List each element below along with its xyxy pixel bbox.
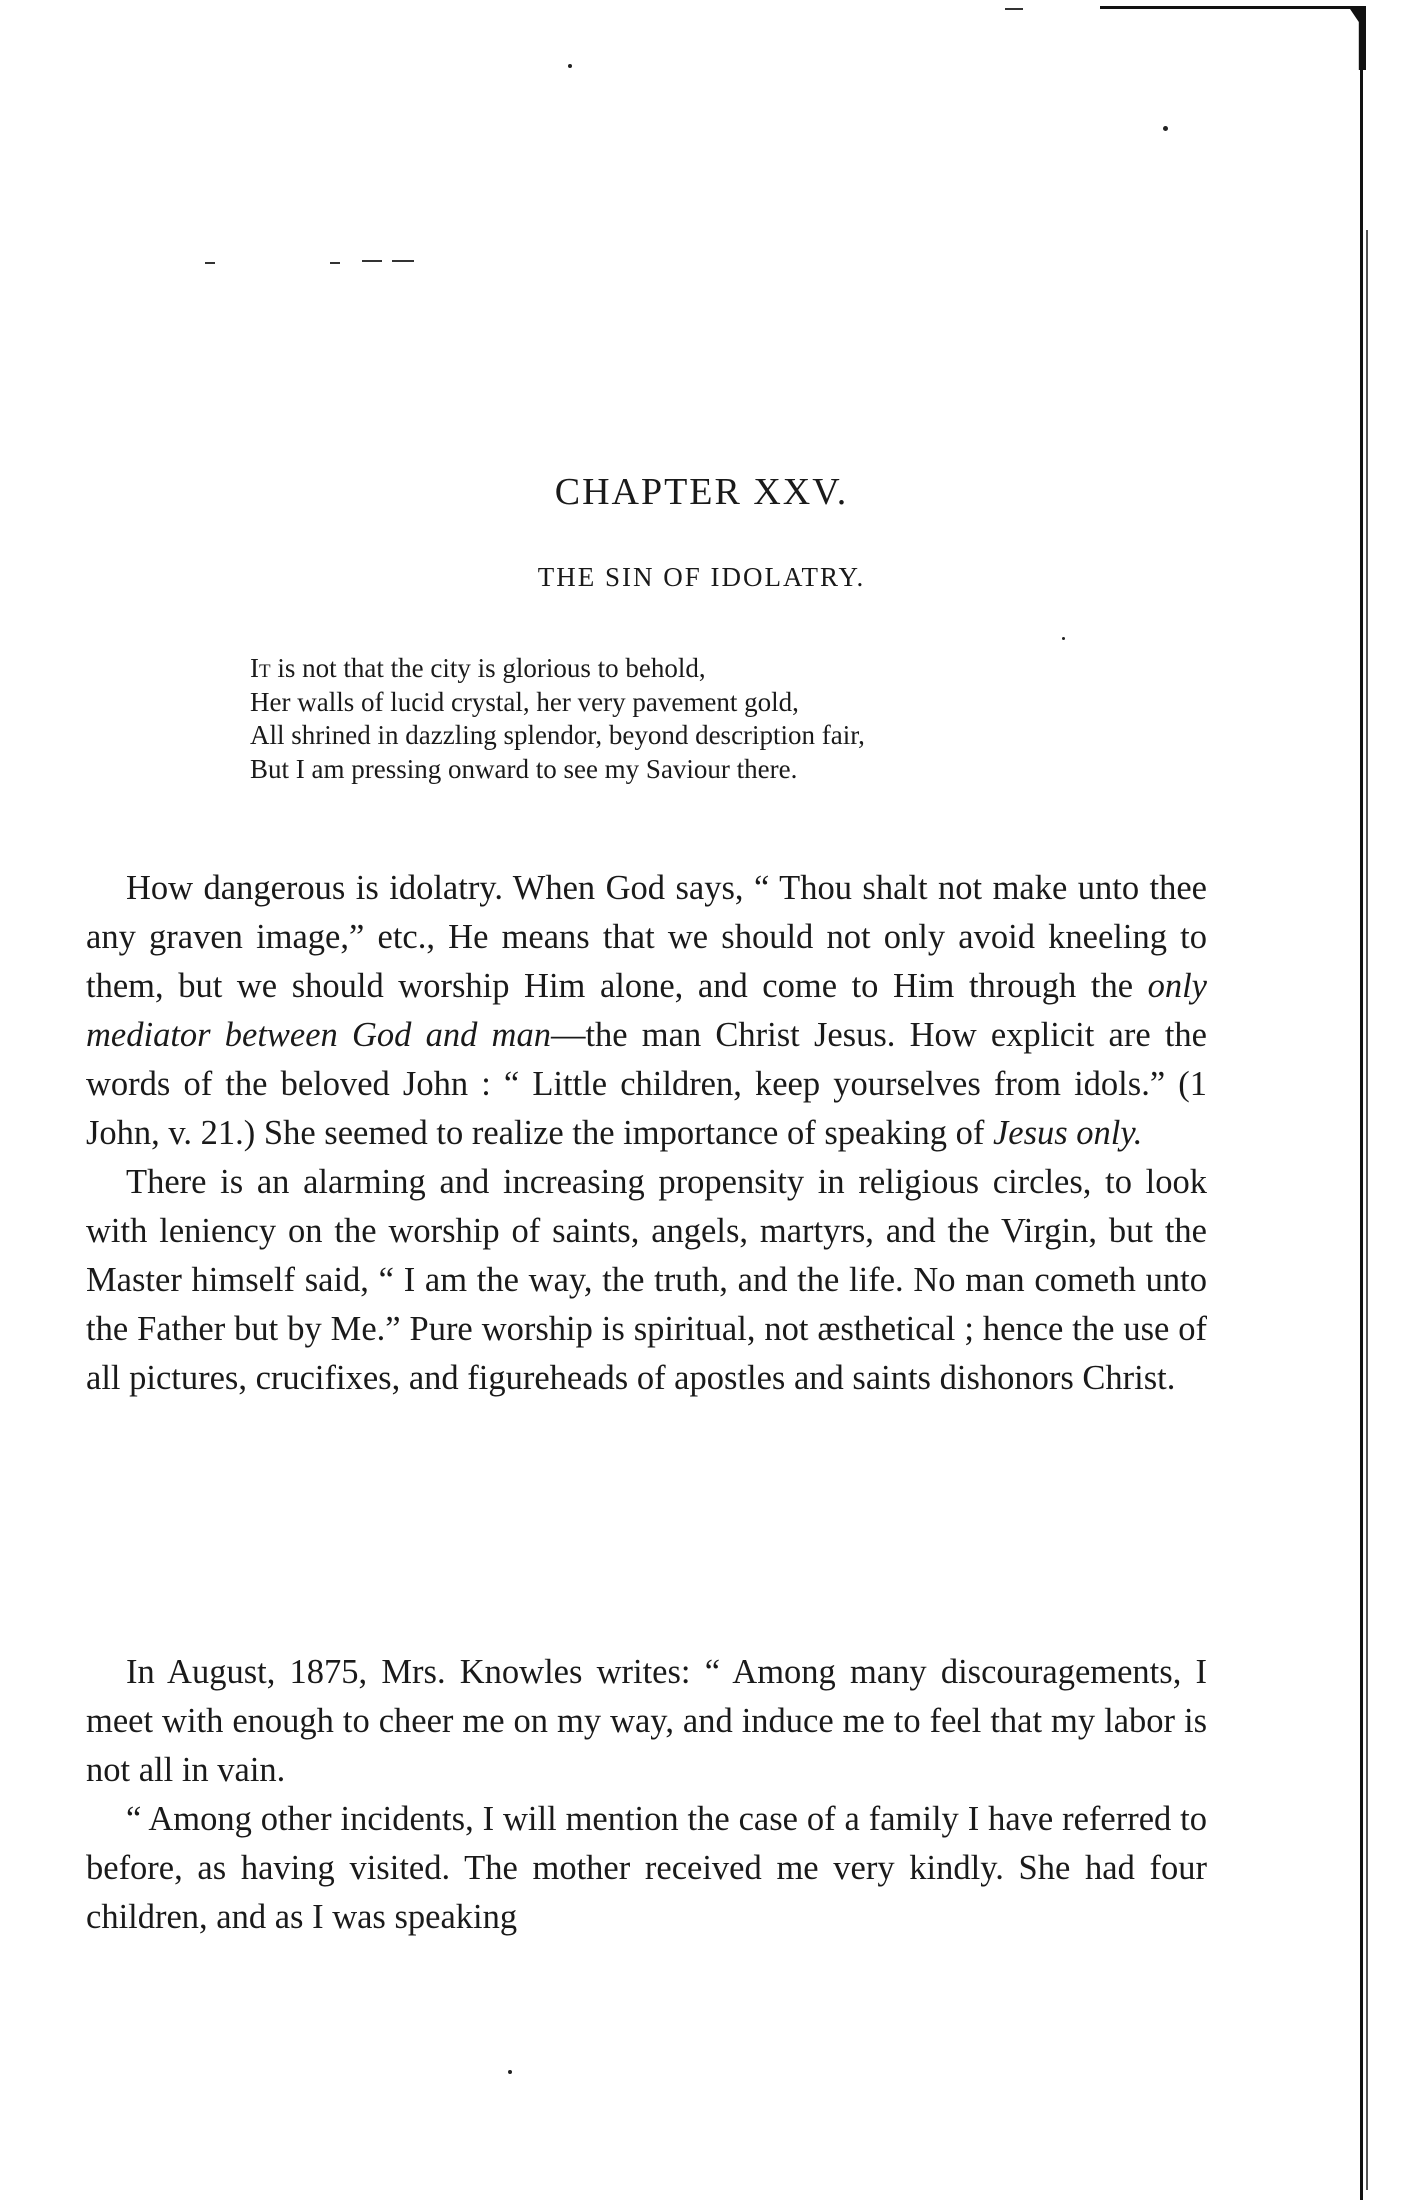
paragraph: “ Among other incidents, I will mention the case of a family I have referred to before, as having visited. The mother received me very kindly. She had four children, and as I was speaking (86, 1800, 1207, 1936)
italic-phrase: only mediator between God and man (86, 967, 1207, 1054)
scan-dash (1005, 8, 1023, 10)
epigraph-line: Her walls of lucid crystal, her very pavement gold, (250, 686, 799, 717)
chapter-subtitle: THE SIN OF IDOLATRY. (537, 562, 866, 592)
epigraph-line (250, 652, 1130, 686)
body-text-block (86, 1648, 1207, 1942)
page-edge-corner (1348, 6, 1366, 70)
scan-speck (1163, 126, 1168, 131)
scan-dash (330, 262, 340, 264)
epigraph-line: But I am pressing onward to see my Saviour there. (250, 753, 798, 784)
page-edge-shadow-line (1366, 230, 1368, 2190)
page-edge-right-line (1360, 60, 1363, 2200)
scan-dash (205, 262, 215, 264)
epigraph-line-text: is not that the city is glorious to behold, (270, 653, 706, 683)
paragraph-text: How dangerous is idolatry. When God says, “ Thou shalt not make unto thee any graven image,” etc., He means that we should not only avoid kneeling to them, but we should worship Him alone, and come to Him through the (86, 869, 1207, 1005)
epigraph-initial-word: It (250, 653, 271, 683)
scan-speck (508, 2070, 512, 2074)
chapter-title: CHAPTER XXV. (554, 471, 849, 513)
epigraph-line: All shrined in dazzling splendor, beyond description fair, (250, 720, 865, 750)
body-text-block (86, 864, 1207, 1403)
scan-dash (392, 260, 414, 262)
italic-phrase: Jesus only. (992, 1114, 1143, 1152)
paragraph: In August, 1875, Mrs. Knowles writes: “ Among many discouragements, I meet with enough to cheer me on my way, and induce me to feel that my labor is not all in vain. (86, 1653, 1207, 1789)
paragraph: There is an alarming and increasing propensity in religious circles, to look with leniency on the worship of saints, angels, martyrs, and the Virgin, but the Master himself said, “ I am the way, the truth, and the life. No man cometh unto the Father but by Me.” Pure worship is spiritual, not æsthetical ; hence the use of all pictures, crucifixes, and figureheads of apostles and saints dishonors Christ. (86, 1163, 1207, 1397)
scan-dash (362, 260, 382, 262)
scan-speck (568, 64, 572, 68)
page-edge-top-line (1100, 6, 1362, 9)
paragraph (86, 864, 1207, 1158)
epigraph-poem (250, 652, 1130, 786)
scan-speck (1062, 637, 1065, 640)
paragraph-text: —the man Christ Jesus. How explicit are the words of the beloved John : “ Little children, keep yourselves from idols.” (1 John, v. 21.) She seemed to realize the importance of speaking of (86, 1016, 1207, 1152)
